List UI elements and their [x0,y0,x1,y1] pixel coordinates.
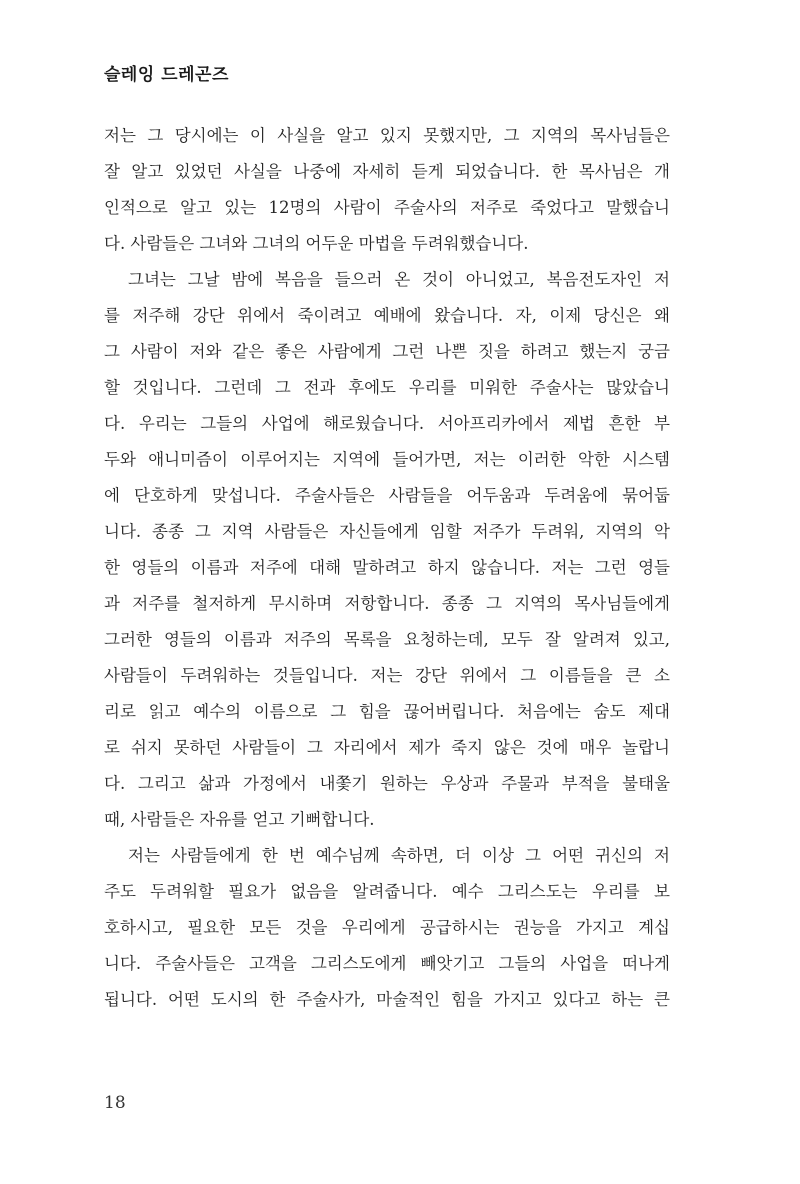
text-line: 잘 알고 있었던 사실을 나중에 자세히 듣게 되었습니다. 한 목사님은 개 [104,162,670,181]
text-line: 다. 사람들은 그녀와 그녀의 어두운 마법을 두려워했습니다. [104,234,529,253]
text-line: 됩니다. 어떤 도시의 한 주술사가, 마술적인 힘을 가지고 있다고 하는 큰 [104,990,670,1009]
page-number: 18 [104,1093,126,1113]
text-line: 니다. 종종 그 지역 사람들은 자신들에게 임할 저주가 두려워, 지역의 악 [104,522,670,541]
text-line: 두와 애니미즘이 이루어지는 지역에 들어가면, 저는 이러한 악한 시스템 [104,450,670,469]
text-line: 로 쉬지 못하던 사람들이 그 자리에서 제가 죽지 않은 것에 매우 놀랍니 [104,738,670,757]
text-line: 그러한 영들의 이름과 저주의 목록을 요청하는데, 모두 잘 알려져 있고, [104,630,670,649]
text-line: 저는 그 당시에는 이 사실을 알고 있지 못했지만, 그 지역의 목사님들은 [104,126,670,145]
text-line: 사람들이 두려워하는 것들입니다. 저는 강단 위에서 그 이름들을 큰 소 [104,666,670,685]
text-line: 저는 사람들에게 한 번 예수님께 속하면, 더 이상 그 어떤 귀신의 저 [128,846,670,865]
text-line: 과 저주를 철저하게 무시하며 저항합니다. 종종 그 지역의 목사님들에게 [104,594,670,613]
text-line: 를 저주해 강단 위에서 죽이려고 예배에 왔습니다. 자, 이제 당신은 왜 [104,306,670,325]
running-head-title: 슬레잉 드레곤즈 [104,65,229,85]
text-line: 다. 우리는 그들의 사업에 해로웠습니다. 서아프리카에서 제법 흔한 부 [104,414,670,433]
text-line: 할 것입니다. 그런데 그 전과 후에도 우리를 미워한 주술사는 많았습니 [104,378,670,397]
text-line: 주도 두려워할 필요가 없음을 알려줍니다. 예수 그리스도는 우리를 보 [104,882,670,901]
text-line: 인적으로 알고 있는 12명의 사람이 주술사의 저주로 죽었다고 말했습니 [104,198,670,217]
text-line: 그 사람이 저와 같은 좋은 사람에게 그런 나쁜 짓을 하려고 했는지 궁금 [104,342,670,361]
text-line: 에 단호하게 맞섭니다. 주술사들은 사람들을 어두움과 두려움에 묶어둡 [104,486,670,505]
text-line: 그녀는 그날 밤에 복음을 들으러 온 것이 아니었고, 복음전도자인 저 [128,270,670,289]
text-line: 한 영들의 이름과 저주에 대해 말하려고 하지 않습니다. 저는 그런 영들 [104,558,670,577]
text-line: 리로 읽고 예수의 이름으로 그 힘을 끊어버립니다. 처음에는 숨도 제대 [104,702,670,721]
text-line: 때, 사람들은 자유를 얻고 기뻐합니다. [104,810,375,829]
text-line: 호하시고, 필요한 모든 것을 우리에게 공급하시는 권능을 가지고 계십 [104,918,670,937]
text-line: 니다. 주술사들은 고객을 그리스도에게 빼앗기고 그들의 사업을 떠나게 [104,954,670,973]
body-text [104,118,670,1018]
text-line: 다. 그리고 삶과 가정에서 내쫓기 원하는 우상과 주물과 부적을 불태울 [104,774,670,793]
